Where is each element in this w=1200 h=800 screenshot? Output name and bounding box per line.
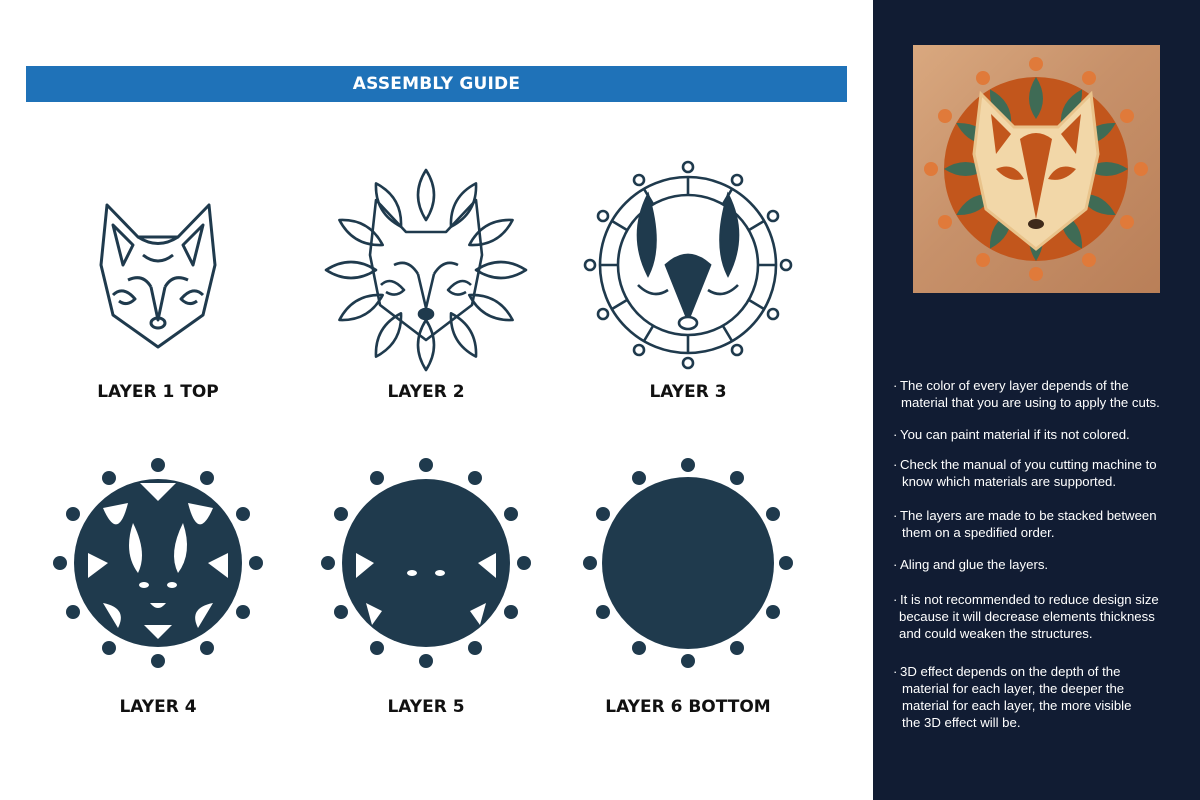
note-line: The color of every layer depends of the: [900, 378, 1129, 393]
note-line: 3D effect depends on the depth of the: [900, 664, 1121, 679]
banner-title: ASSEMBLY GUIDE: [352, 74, 521, 94]
layer-1-label: LAYER 1 TOP: [97, 382, 219, 402]
finished-fox-mandala-photo: [913, 45, 1160, 293]
layer-2-label: LAYER 2: [387, 382, 465, 402]
note-item: [893, 507, 1193, 541]
layer-4-item: [43, 458, 273, 668]
layer-2-item: [311, 165, 541, 375]
note-line: It is not recommended to reduce design size: [900, 592, 1159, 607]
note-item: [893, 663, 1193, 731]
note-line: The layers are made to be stacked between: [900, 508, 1157, 523]
fox-mandala-artwork-icon: [913, 45, 1160, 293]
layer-6-item: [573, 458, 803, 668]
bullet: ·: [893, 427, 898, 442]
note-line: know which materials are supported.: [902, 474, 1117, 489]
note-line: material for each layer, the more visible: [902, 698, 1132, 713]
bullet: ·: [893, 664, 898, 679]
layer-3-item: [573, 160, 803, 370]
note-line: Aling and glue the layers.: [900, 557, 1049, 572]
note-line: because it will decrease elements thickness: [899, 609, 1155, 624]
note-line: and could weaken the structures.: [899, 626, 1093, 641]
note-item: [893, 591, 1193, 642]
note-line: material that you are using to apply the cuts.: [901, 395, 1160, 410]
bullet: ·: [893, 557, 898, 572]
fox-leaf-mandala-outline-icon: [311, 165, 541, 375]
layer-3-label: LAYER 3: [649, 382, 727, 402]
bullet: ·: [893, 592, 898, 607]
note-item: [893, 426, 1193, 443]
bullet: ·: [893, 378, 898, 393]
bullet: ·: [893, 457, 898, 472]
note-line: Check the manual of you cutting machine to: [900, 457, 1157, 472]
mandala-cutout-icon: [43, 458, 273, 668]
fox-dotted-mandala-icon: [573, 160, 803, 370]
mandala-silhouette-icon: [311, 458, 541, 668]
note-item: [893, 456, 1193, 490]
layer-1-item: [43, 195, 273, 355]
layer-6-label: LAYER 6 BOTTOM: [605, 697, 771, 717]
assembly-guide-banner: [26, 66, 847, 102]
note-line: material for each layer, the deeper the: [902, 681, 1125, 696]
note-line: the 3D effect will be.: [902, 715, 1021, 730]
layer-5-item: [311, 458, 541, 668]
mandala-solid-base-icon: [573, 458, 803, 668]
layer-4-label: LAYER 4: [119, 697, 197, 717]
fox-head-outline-icon: [43, 195, 273, 355]
note-line: them on a spedified order.: [902, 525, 1055, 540]
note-item: [893, 377, 1193, 411]
notes-sidebar: [873, 0, 1200, 800]
note-line: You can paint material if its not colored.: [900, 427, 1130, 442]
note-item: [893, 556, 1193, 573]
bullet: ·: [893, 508, 898, 523]
layer-5-label: LAYER 5: [387, 697, 465, 717]
